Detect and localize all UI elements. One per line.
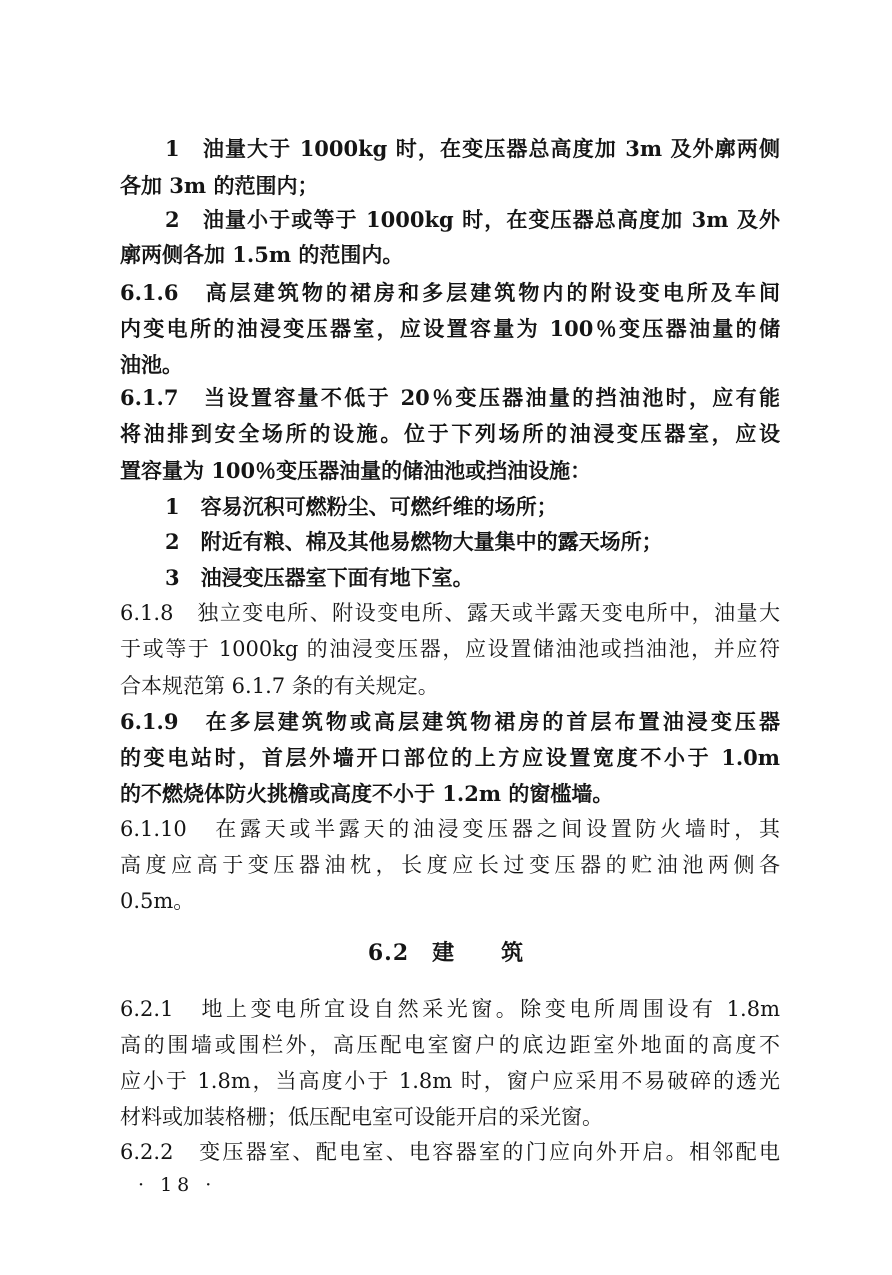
paragraph-line: 高度应高于变压器油枕，长度应长过变压器的贮油池两侧各 <box>120 853 780 877</box>
list-item: 3 油浸变压器室下面有地下室。 <box>165 565 474 590</box>
clause-6-2-2-line: 6.2.2 变压器室、配电室、电容器室的门应向外开启。相邻配电 <box>120 1140 780 1164</box>
paragraph-line: 高的围墙或围栏外，高压配电室窗户的底边距室外地面的高度不 <box>120 1033 780 1057</box>
paragraph-line: 置容量为 100％变压器油量的储油池或挡油设施： <box>120 458 592 483</box>
paragraph-line: 的变电站时，首层外墙开口部位的上方应设置宽度不小于 1.0m <box>120 745 780 770</box>
paragraph-line: 油池。 <box>120 352 183 377</box>
list-item: 2 附近有粮、棉及其他易燃物大量集中的露天场所； <box>165 529 663 554</box>
clause-6-1-8-line: 6.1.8 独立变电所、附设变电所、露天或半露天变电所中，油量大 <box>120 601 780 625</box>
paragraph-line: 的不燃烧体防火挑檐或高度不小于 1.2m 的窗槛墙。 <box>120 781 614 806</box>
clause-6-2-1-line: 6.2.1 地上变电所宜设自然采光窗。除变电所周围设有 1.8m <box>120 997 780 1021</box>
paragraph-line: 材料或加装格栅；低压配电室可设能开启的采光窗。 <box>120 1105 603 1129</box>
paragraph-line: 0.5m。 <box>120 889 195 913</box>
paragraph-line: 2 油量小于或等于 1000kg 时，在变压器总高度加 3m 及外 <box>165 207 780 232</box>
paragraph-line: 合本规范第 6.1.7 条的有关规定。 <box>120 674 439 698</box>
paragraph-line: 应小于 1.8m，当高度小于 1.8m 时，窗户应采用不易破碎的透光 <box>120 1069 780 1093</box>
paragraph-line: 各加 3m 的范围内； <box>120 173 319 198</box>
clause-6-1-7-line: 6.1.7 当设置容量不低于 20％变压器油量的挡油池时，应有能 <box>120 385 780 410</box>
paragraph-line: 于或等于 1000kg 的油浸变压器，应设置储油池或挡油池，并应符 <box>120 637 780 661</box>
paragraph-line: 内变电所的油浸变压器室，应设置容量为 100％变压器油量的储 <box>120 316 780 341</box>
list-item: 1 容易沉积可燃粉尘、可燃纤维的场所； <box>165 494 558 519</box>
paragraph-line: 廓两侧各加 1.5m 的范围内。 <box>120 242 404 267</box>
clause-6-1-6-line: 6.1.6 高层建筑物的裙房和多层建筑物内的附设变电所及车间 <box>120 280 780 305</box>
paragraph-line: 1 油量大于 1000kg 时，在变压器总高度加 3m 及外廓两侧 <box>165 136 780 161</box>
page-number: · 18 · <box>138 1174 217 1196</box>
section-title: 6.2 建 筑 <box>367 940 525 966</box>
clause-6-1-9-line: 6.1.9 在多层建筑物或高层建筑物裙房的首层布置油浸变压器 <box>120 709 780 734</box>
clause-6-1-10-line: 6.1.10 在露天或半露天的油浸变压器之间设置防火墙时，其 <box>120 817 780 841</box>
paragraph-line: 将油排到安全场所的设施。位于下列场所的油浸变压器室，应设 <box>120 421 780 446</box>
